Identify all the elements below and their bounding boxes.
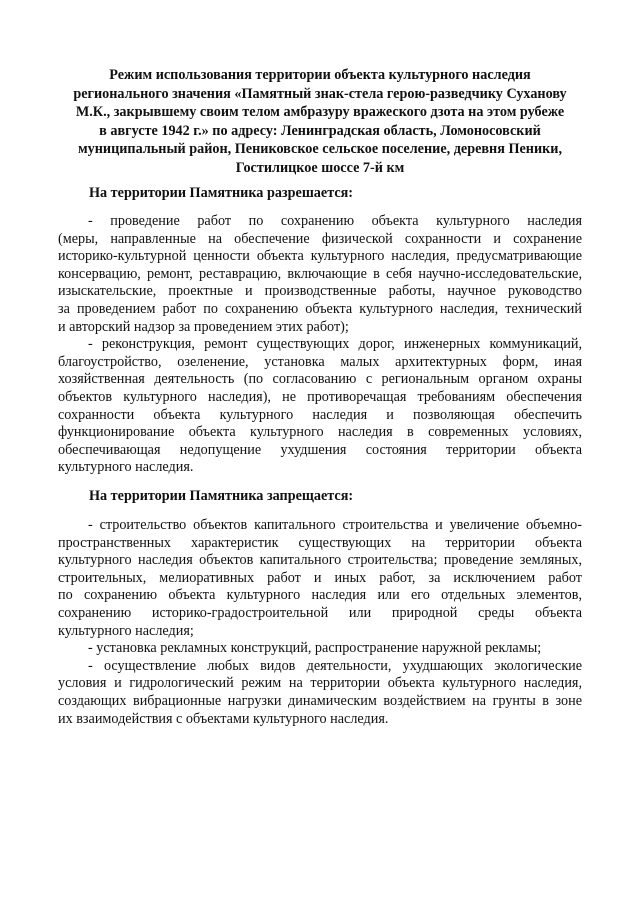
body-line: пространственных характеристик существующих на территории объекта <box>58 534 582 551</box>
title-line: М.К., закрывшему своим телом амбразуру вражеского дзота на этом рубеже <box>75 104 565 121</box>
body-line: (меры, направленные на обеспечение физической сохранности и сохранение <box>58 230 582 247</box>
body-line: - осуществление любых видов деятельности, ухудшающих экологические <box>88 657 582 674</box>
document-title <box>60 66 580 178</box>
body-line: сохранению историко-градостроительной или природной среды объекта <box>58 604 582 621</box>
body-line: за проведением работ по сохранению объекта культурного наследия, технический <box>58 300 582 317</box>
allowed-section <box>58 213 582 477</box>
body-line: - установка рекламных конструкций, распространение наружной рекламы; <box>88 640 542 657</box>
title-line: в августе 1942 г.» по адресу: Ленинградская область, Ломоносовский <box>99 122 541 139</box>
body-line: условия и гидрологический режим на территории объекта культурного наследия, <box>58 675 582 692</box>
title-line: муниципальный район, Пениковское сельское поселение, деревня Пеники, <box>77 141 563 158</box>
body-line: культурного наследия. <box>58 459 194 476</box>
title-line: Режим использования территории объекта культурного наследия <box>109 67 531 83</box>
body-line: благоустройство, озеленение, установка малых архитектурных форм, иная <box>58 353 582 370</box>
body-line: культурного наследия объектов капитального строительства; проведение земляных, <box>58 552 582 569</box>
body-line: - проведение работ по сохранению объекта культурного наследия <box>88 213 582 229</box>
body-line: изыскательские, проектные и производственные работы, научное руководство <box>58 283 582 300</box>
body-line: культурного наследия; <box>58 622 194 639</box>
body-line: - реконструкция, ремонт существующих дорог, инженерных коммуникаций, <box>88 336 582 353</box>
body-line: создающих вибрационные нагрузки динамическим воздействием на грунты в зоне <box>58 692 582 709</box>
allowed-heading: На территории Памятника разрешается: <box>89 185 354 201</box>
body-line: по сохранению объекта культурного наследия или его отдельных элементов, <box>58 587 582 604</box>
body-line: историко-культурной ценности объекта культурного наследия, предусматривающие <box>58 248 582 265</box>
forbidden-section <box>58 517 582 728</box>
body-line: функционирование объекта культурного наследия в современных условиях, <box>58 424 582 441</box>
body-line: строительных, мелиоративных работ и иных работ, за исключением работ <box>58 569 582 586</box>
body-line: объектов культурного наследия), не противоречащая требованиям обеспечения <box>58 388 582 405</box>
forbidden-heading: На территории Памятника запрещается: <box>89 488 354 504</box>
body-line: консервацию, ремонт, реставрацию, включающие в себя научно-исследовательские, <box>58 265 582 282</box>
title-line: регионального значения «Памятный знак-стела герою-разведчику Суханову <box>73 85 567 102</box>
body-line: их взаимодействия с объектами культурного наследия. <box>58 710 389 727</box>
title-line: Гостилицкое шоссе 7-й км <box>235 159 405 176</box>
body-line: обеспечивающая недопущение ухудшения состояния территории объекта <box>58 441 582 458</box>
body-line: сохранности объекта культурного наследия и позволяющая обеспечить <box>58 406 582 423</box>
body-line: и авторский надзор за проведением этих работ); <box>58 318 349 335</box>
body-line: - строительство объектов капитального строительства и увеличение объемно- <box>88 517 582 533</box>
body-line: хозяйственная деятельность (по согласованию с региональным органом охраны <box>58 371 582 388</box>
